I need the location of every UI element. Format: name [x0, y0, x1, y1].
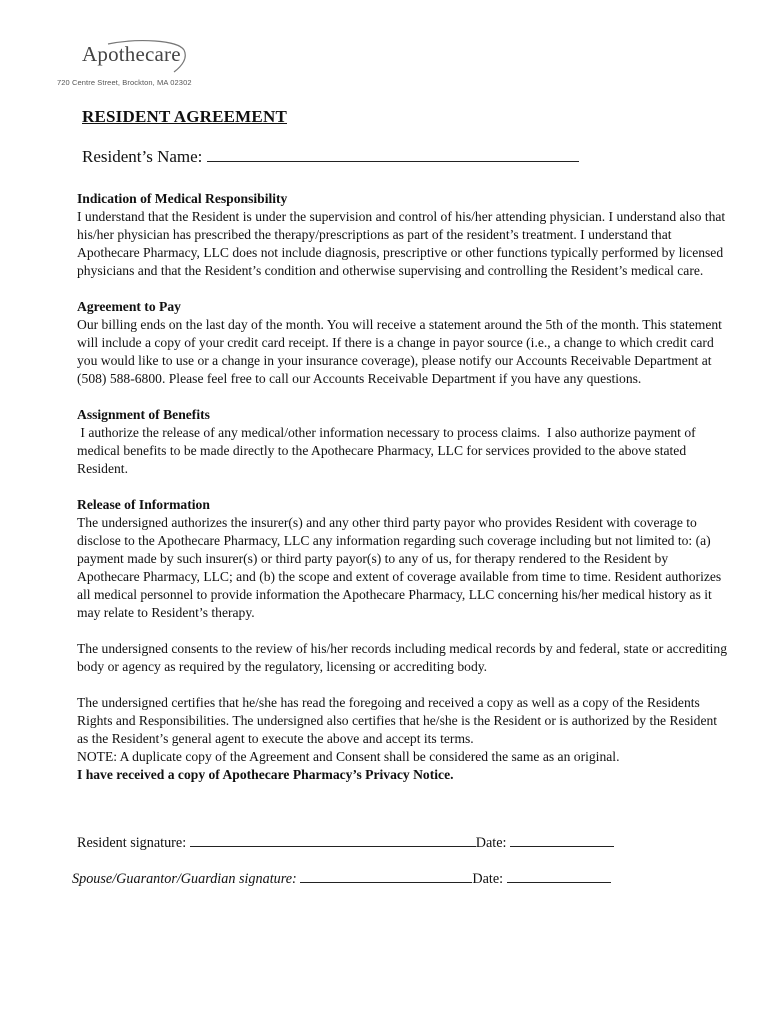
section-text: The undersigned certifies that he/she has read the foregoing and received a copy as well as a copy of the Residents Rights and Responsibilities. The undersigned also certifies that he/she is the Resident or is authorized by the Resident as the Resident’s general agent to execute the above and accept its terms. [77, 695, 718, 746]
section-heading: Release of Information [77, 497, 210, 512]
section-heading: Agreement to Pay [77, 299, 181, 314]
section-release-of-information [77, 496, 727, 622]
agreement-body [77, 190, 727, 802]
section-assignment-of-benefits [77, 406, 727, 478]
resident-name-label: Resident’s Name: [82, 147, 203, 166]
resident-date-field[interactable] [510, 832, 614, 847]
section-text: The undersigned authorizes the insurer(s) and any other third party payor who provides Resident with coverage to disclose to the Apothecare Pharmacy, LLC any information regarding such coverage including but not limited to: (a) payment made by such insurer(s) or third party payor(s) to any of us, for therapy rendered to the Resident by Apothecare Pharmacy, LLC; and (b) the scope and extent of coverage available from time to time. Resident authorizes all medical personnel to provide information the Apothecare Pharmacy, LLC concerning his/her medical history as it may relate to Resident’s therapy. [77, 515, 722, 620]
section-medical-responsibility [77, 190, 727, 280]
resident-name-field[interactable] [207, 147, 579, 162]
section-certification [77, 694, 727, 784]
resident-signature-row [77, 832, 614, 852]
section-agreement-to-pay [77, 298, 727, 388]
resident-signature-label: Resident signature: [77, 835, 187, 851]
duplicate-note: NOTE: A duplicate copy of the Agreement and Consent shall be considered the same as an original. [77, 749, 620, 764]
guardian-signature-field[interactable] [300, 868, 472, 883]
page-title: RESIDENT AGREEMENT [82, 107, 287, 126]
privacy-notice-acknowledgement: I have received a copy of Apothecare Pharmacy’s Privacy Notice. [77, 767, 454, 782]
section-text: Our billing ends on the last day of the month. You will receive a statement around the 5th of the month. This statement will include a copy of your credit card receipt. If there is a change in payor source (i.e., a change to which credit card you would like to use or a change in your insurance coverage), please notify our Accounts Receivable Department at (508) 588-6800. Please feel free to call our Accounts Receivable Department if you have any questions. [77, 317, 722, 386]
section-text: The undersigned consents to the review of his/her records including medical records by and federal, state or accrediting body or agency as required by the regulatory, licensing or accrediting body. [77, 641, 727, 674]
letterhead-address: 720 Centre Street, Brockton, MA 02302 [57, 78, 192, 87]
guardian-date-field[interactable] [507, 868, 611, 883]
section-consent [77, 640, 727, 676]
guardian-signature-row [72, 868, 611, 888]
section-heading: Indication of Medical Responsibility [77, 191, 288, 206]
resident-signature-field[interactable] [190, 832, 476, 847]
section-text: I understand that the Resident is under the supervision and control of his/her attending physician. I understand also that his/her physician has prescribed the therapy/prescriptions as part of the resident’s treatment. I understand that Apothecare Pharmacy, LLC does not include diagnosis, prescriptive or other functions typically performed by licensed physicians and that the Resident’s condition and otherwise supervising and controlling the Resident’s medical care. [77, 209, 726, 278]
guardian-signature-label: Spouse/Guarantor/Guardian signature: [72, 871, 297, 887]
section-heading: Assignment of Benefits [77, 407, 210, 422]
section-text: I authorize the release of any medical/other information necessary to process claims. I also authorize payment of medical benefits to be made directly to the Apothecare Pharmacy, LLC for services provided to the above stated Resident. [77, 425, 700, 476]
resident-name-row [82, 147, 579, 167]
guardian-date-label: Date: [472, 871, 504, 887]
resident-date-label: Date: [475, 835, 507, 851]
logo-text: Apothecare [82, 42, 181, 66]
